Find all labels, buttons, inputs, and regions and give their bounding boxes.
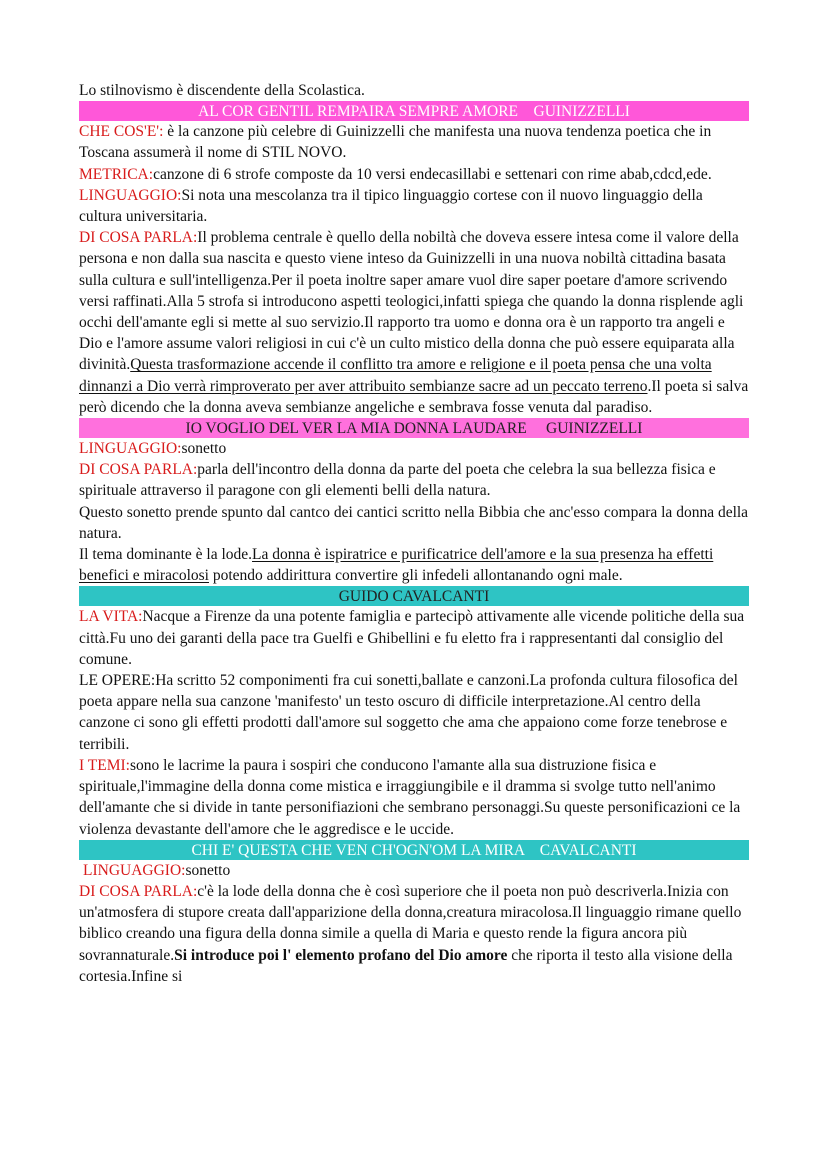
opere-paragraph <box>79 670 749 755</box>
di-cosa-parla-paragraph-2 <box>79 459 749 501</box>
document-page <box>79 80 749 987</box>
section-header-chi-e-questa: CHI E' QUESTA CHE VEN CH'OGN'OM LA MIRA CAVALCANTI <box>79 840 749 860</box>
tema-end: potendo addirittura convertire gli infedeli allontanando ogni male. <box>208 567 623 585</box>
di-cosa-parla-text-4: c'è la lode della donna che è così superiore che il poeta non può descriverla.Inizia con un'atmosfera di stupore creata dall'apparizione della donna,creatura miracolosa.Il linguaggio rimane quello biblico creando una figura della donna simile a quella di Maria e questo rende la figura ancora più sovrannaturale. <box>79 882 742 964</box>
di-cosa-parla-label-2: DI COSA PARLA: <box>79 461 198 479</box>
linguaggio-text-4: sonetto <box>185 861 231 879</box>
metrica-paragraph <box>79 164 749 185</box>
vita-paragraph <box>79 606 749 670</box>
linguaggio-paragraph-2 <box>79 438 749 459</box>
temi-paragraph <box>79 755 749 840</box>
section-header-al-cor-gentil: AL COR GENTIL REMPAIRA SEMPRE AMORE GUINIZZELLI <box>79 101 749 121</box>
intro-line: Lo stilnovismo è discendente della Scolastica. <box>79 82 365 99</box>
cantico-paragraph: Questo sonetto prende spunto dal cantco dei cantici scritto nella Bibbia che anc'esso compara la donna della natura. <box>79 503 749 542</box>
di-cosa-parla-paragraph-4 <box>79 881 749 987</box>
di-cosa-parla-text-2: parla dell'incontro della donna da parte del poeta che celebra la sua bellezza fisica e spirituale attraverso il paragone con gli elementi belli della natura. <box>79 461 716 500</box>
temi-label: I TEMI: <box>79 756 130 774</box>
linguaggio-paragraph-4 <box>79 860 749 881</box>
che-cose-paragraph <box>79 121 749 163</box>
tema-paragraph <box>79 544 749 586</box>
linguaggio-label: LINGUAGGIO: <box>79 186 182 204</box>
vita-label: LA VITA: <box>79 608 143 626</box>
vita-text: Nacque a Firenze da una potente famiglia e partecipò attivamente alle vicende politiche della sua città.Fu uno dei garanti della pace tra Guelfi e Ghibellini e fu eletto fra i rappresentanti dal consiglio del comune. <box>79 608 745 668</box>
di-cosa-parla-text: Il problema centrale è quello della nobiltà che doveva essere intesa come il valore della persona e non dalla sua nascita e questo viene inteso da Guinizzelli in una nuova nobiltà cittadina basata sulla cultura e sull'intelligenza.Per il poeta inoltre saper amare vuol dire saper poetare d'amore scrivendo versi raffinati.Alla 5 strofa si introducono aspetti teologici,infatti spiega che quando la donna risplende agli occhi dell'amante egli si mette al suo servizio.Il rapporto tra uomo e donna ora è un rapporto tra angeli e Dio e l'amore assume valori religiosi in cui c'è un culto mistico della donna che può essere equiparata alla divinità. <box>79 229 744 374</box>
linguaggio-label-4: LINGUAGGIO: <box>83 861 186 879</box>
bold-passage: Si introduce poi l' elemento profano del Dio amore <box>174 946 508 964</box>
opere-text: Ha scritto 52 componimenti fra cui sonetti,ballate e canzoni.La profonda cultura filosofica del poeta appare nella sua canzone 'manifesto' un testo oscuro di difficile interpretazione.Al centro della canzone ci sono gli effetti prodotti dall'amore sul soggetto che ama che appaiono come forze tenebrose e terribili. <box>79 672 738 753</box>
linguaggio-label-2: LINGUAGGIO: <box>79 440 182 458</box>
che-cose-text: è la canzone più celebre di Guinizzelli che manifesta una nuova tendenza poetica che in Toscana assumerà il nome di STIL NOVO. <box>79 123 712 162</box>
underlined-passage-2: La donna è ispiratrice e purificatrice dell'amore e la sua presenza ha effetti benefici e miracolosi <box>79 546 714 585</box>
di-cosa-parla-label-4: DI COSA PARLA: <box>79 882 198 900</box>
temi-text: sono le lacrime la paura i sospiri che conducono l'amante alla sua distruzione fisica e spirituale,l'immagine della donna come mistica e irraggiungibile e il dramma si svolge tutto nell'animo dell'amante che si divide in tante personifiazioni che sembrano personaggi.Su queste personificazioni ce la violenza devastante dell'amore che le aggredisce e le uccide. <box>79 756 741 838</box>
di-cosa-parla-end-4: che riporta il testo alla visione della cortesia.Infine si <box>79 946 733 985</box>
di-cosa-parla-end: .Il poeta si salva però dicendo che la donna aveva sembianze angeliche e sembrava fosse venuta dal paradiso. <box>79 377 749 416</box>
linguaggio-paragraph <box>79 185 749 227</box>
section-header-io-voglio: IO VOGLIO DEL VER LA MIA DONNA LAUDARE GUINIZZELLI <box>79 418 749 438</box>
linguaggio-text: Si nota una mescolanza tra il tipico linguaggio cortese con il nuovo linguaggio della cultura universitaria. <box>79 186 703 226</box>
tema-start: Il tema dominante è la lode. <box>79 546 253 564</box>
che-cose-label: CHE COS'E': <box>79 123 164 141</box>
di-cosa-parla-paragraph <box>79 227 749 418</box>
underlined-passage: Questa trasformazione accende il conflitto tra amore e religione e il poeta pensa che una volta dinnanzi a Dio verrà rimproverato per aver attribuito sembianze sacre ad un peccato terreno <box>79 356 712 395</box>
di-cosa-parla-label: DI COSA PARLA: <box>79 229 198 247</box>
opere-label: LE OPERE: <box>79 672 156 690</box>
metrica-label: METRICA: <box>79 165 154 183</box>
section-header-guido-cavalcanti: GUIDO CAVALCANTI <box>79 586 749 606</box>
linguaggio-text-2: sonetto <box>181 440 227 458</box>
metrica-text: canzone di 6 strofe composte da 10 versi endecasillabi e settenari con rime abab,cdcd,ede. <box>153 165 712 183</box>
